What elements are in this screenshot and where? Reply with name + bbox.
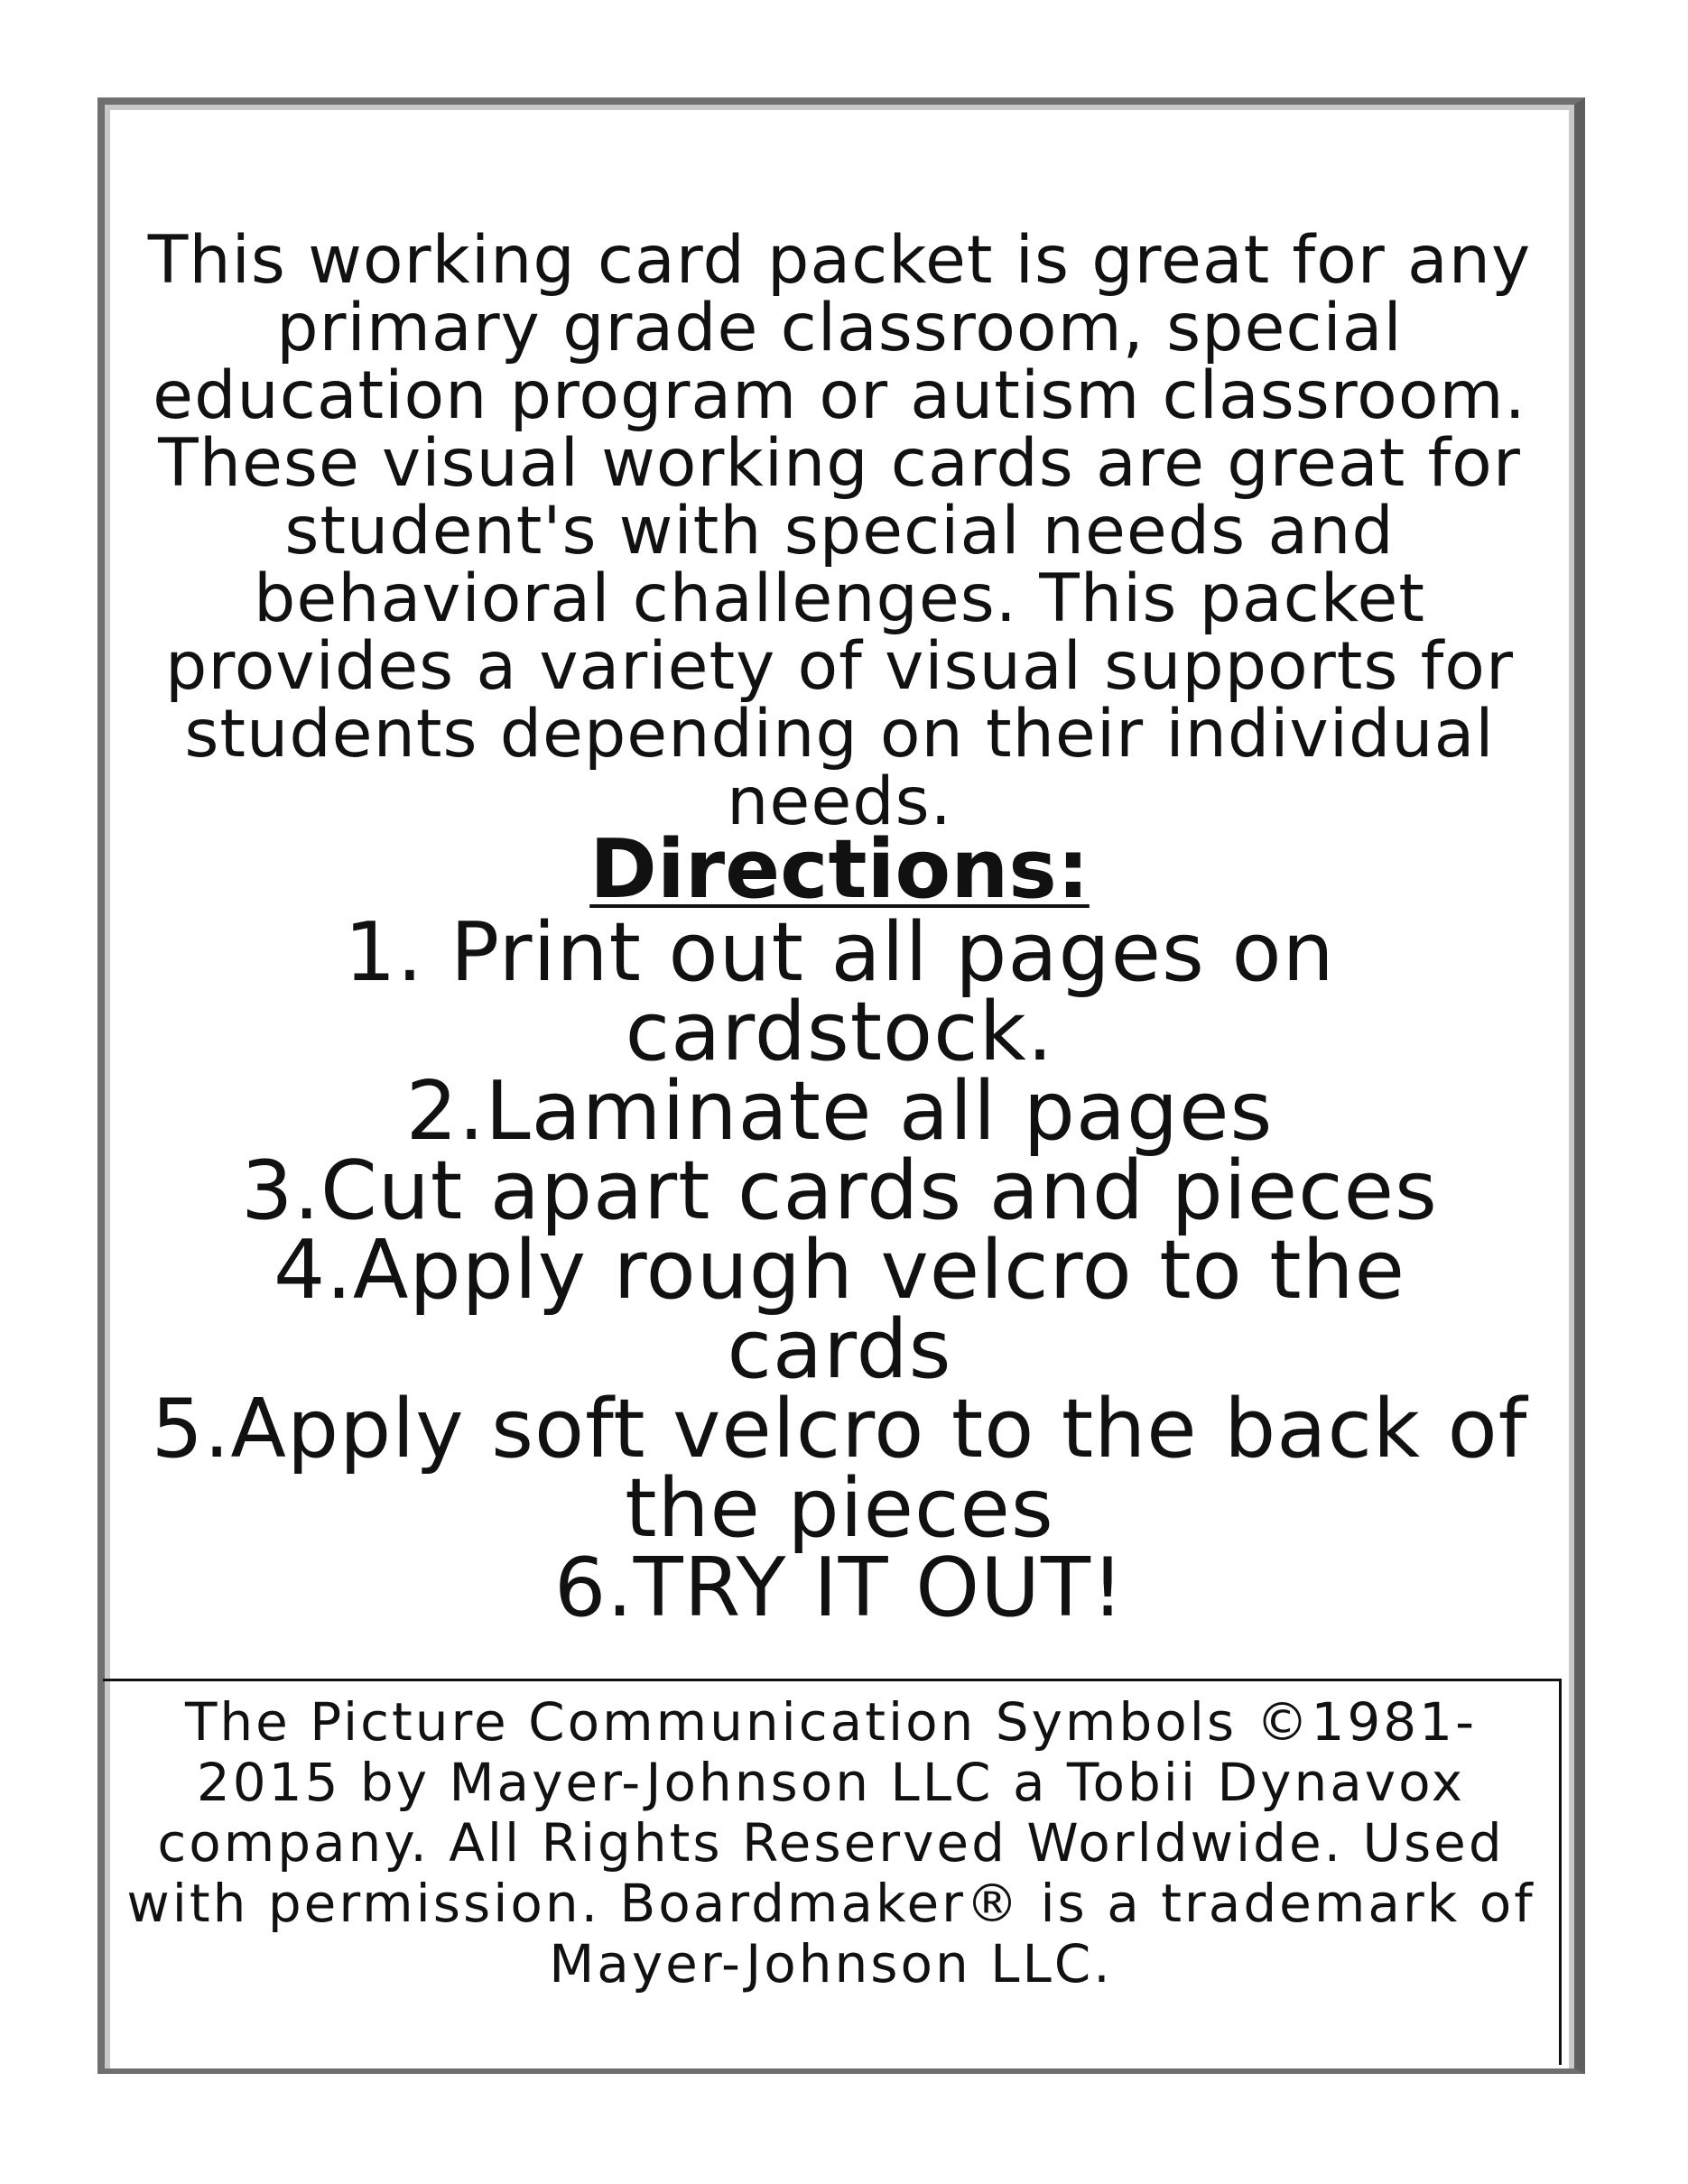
page-frame xyxy=(97,97,1585,2074)
direction-step-6: 6.TRY IT OUT! xyxy=(553,1541,1126,1635)
directions-list xyxy=(132,905,1547,1635)
copyright-notice: The Picture Communication Symbols ©1981-2015 by Mayer-Johnson LLC a Tobii Dynavox company. All Rights Reserved Worldwide. Used with permission. Boardmaker® is a trademark of Mayer-Johnson LLC. xyxy=(126,1691,1535,1994)
direction-step-5: 5.Apply soft velcro to the back of the pieces xyxy=(151,1382,1528,1556)
intro-paragraph: This working card packet is great for any primary grade classroom, special education program or autism classroom. These visual working cards are great for student's with special needs and behavioral challenges. This packet provides a variety of visual supports for students depending on their individual needs. xyxy=(147,222,1532,840)
direction-step-4: 4.Apply rough velcro to the cards xyxy=(274,1223,1405,1397)
directions-heading: Directions: xyxy=(589,822,1090,917)
directions-section xyxy=(132,822,1547,1635)
direction-step-1: 1. Print out all pages on cardstock. xyxy=(344,905,1335,1079)
direction-step-3: 3.Cut apart cards and pieces xyxy=(241,1143,1438,1238)
direction-step-2: 2.Laminate all pages xyxy=(405,1064,1274,1159)
copyright-box xyxy=(103,1679,1562,2065)
